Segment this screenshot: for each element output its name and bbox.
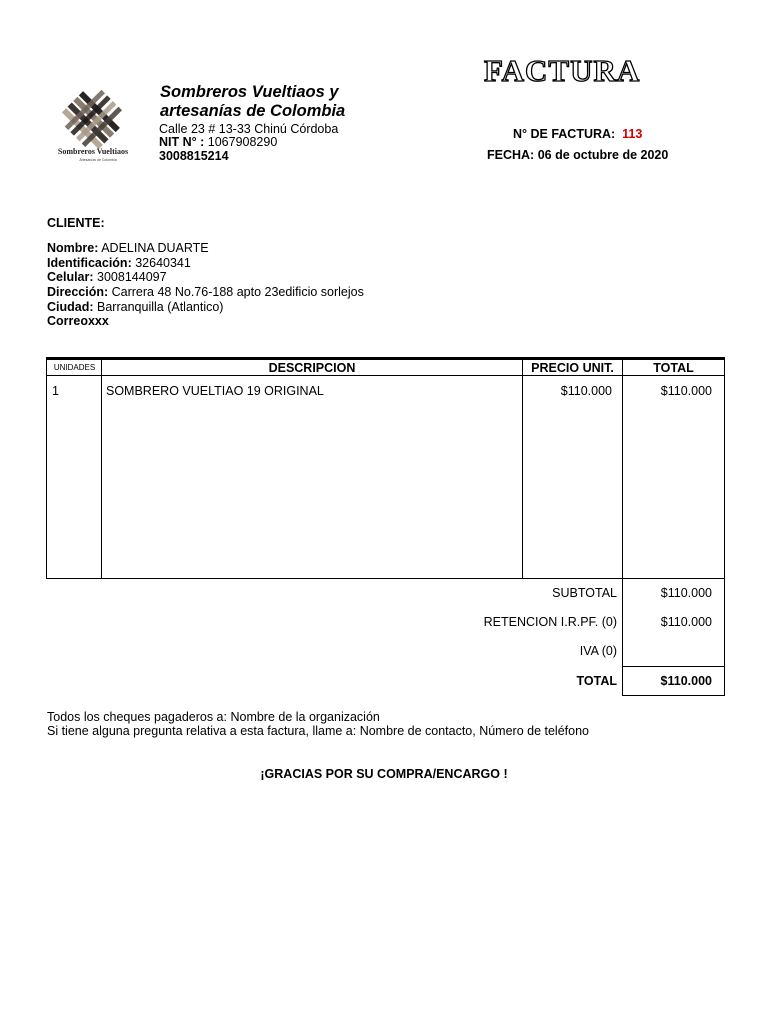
company-address: Calle 23 # 13-33 Chinú Córdoba: [159, 122, 339, 136]
header-total: TOTAL: [653, 361, 694, 375]
header-units: UNIDADES: [53, 363, 96, 372]
client-address: [47, 285, 364, 300]
client-city: [47, 300, 223, 315]
woven-hat-logo-icon: [48, 82, 138, 162]
retention-label: RETENCION I.R.PF. (0): [483, 615, 617, 629]
items-table: [46, 357, 725, 579]
client-phone-value: 3008144097: [97, 270, 167, 284]
company-name-line1: Sombreros Vueltiaos y: [160, 83, 339, 101]
footer-contact-note: Si tiene alguna pregunta relativa a esta factura, llame a: Nombre de contacto, Número de teléfono: [47, 724, 589, 738]
retention-value: $110.000: [660, 615, 712, 629]
client-phone: [47, 270, 167, 285]
client-email: [47, 314, 109, 329]
company-name: [160, 83, 345, 121]
invoice-date-label: FECHA:: [487, 148, 535, 162]
client-id-value: 32640341: [135, 256, 191, 270]
client-name-label: Nombre:: [47, 241, 99, 255]
total-row-divider: [622, 666, 725, 667]
invoice-number: [513, 127, 642, 141]
company-phone: 3008815214: [159, 149, 229, 163]
thanks-message: ¡GRACIAS POR SU COMPRA/ENCARGO !: [260, 767, 508, 781]
company-name-line2: artesanías de Colombia: [160, 102, 346, 120]
invoice-date: [487, 148, 668, 162]
client-city-value: Barranquilla (Atlantico): [97, 300, 224, 314]
invoice-number-label: N° DE FACTURA:: [513, 127, 616, 141]
client-id-label: Identificación:: [47, 256, 132, 270]
client-id: [47, 256, 191, 271]
invoice-title: FACTURA: [484, 53, 641, 88]
client-phone-label: Celular:: [47, 270, 94, 284]
client-section-title: CLIENTE:: [47, 216, 105, 230]
subtotal-value: $110.000: [660, 586, 712, 600]
row-units: 1: [52, 384, 59, 398]
company-logo: [48, 82, 138, 162]
subtotal-label: SUBTOTAL: [552, 586, 617, 600]
svg-text:Sombreros Vueltiaos: Sombreros Vueltiaos: [57, 147, 129, 156]
client-name: [47, 241, 209, 256]
client-name-value: ADELINA DUARTE: [101, 241, 209, 255]
invoice-date-value: 06 de octubre de 2020: [537, 148, 669, 162]
svg-text:Artesanías de Colombia: Artesanías de Colombia: [79, 158, 117, 162]
header-description: DESCRIPCION: [268, 361, 356, 375]
invoice-number-value: 113: [622, 127, 643, 141]
company-nit: [159, 135, 277, 149]
client-address-label: Dirección:: [47, 285, 109, 299]
row-description: SOMBRERO VUELTIAO 19 ORIGINAL: [106, 384, 324, 398]
row-unit-price: $110.000: [560, 384, 612, 398]
iva-label: IVA (0): [579, 644, 617, 658]
nit-value: 1067908290: [207, 135, 278, 149]
client-city-label: Ciudad:: [47, 300, 94, 314]
client-address-value: Carrera 48 No.76-188 apto 23edificio sorlejos: [111, 285, 364, 299]
row-total: $110.000: [660, 384, 712, 398]
column-divider: [101, 360, 102, 578]
client-email-label: Correoxxx: [47, 314, 109, 328]
header-unit-price: PRECIO UNIT.: [531, 361, 614, 375]
nit-label: NIT N° :: [159, 135, 205, 149]
total-label: TOTAL: [576, 674, 617, 688]
footer-cheques-note: Todos los cheques pagaderos a: Nombre de la organización: [47, 710, 380, 724]
total-value: $110.000: [660, 674, 712, 688]
